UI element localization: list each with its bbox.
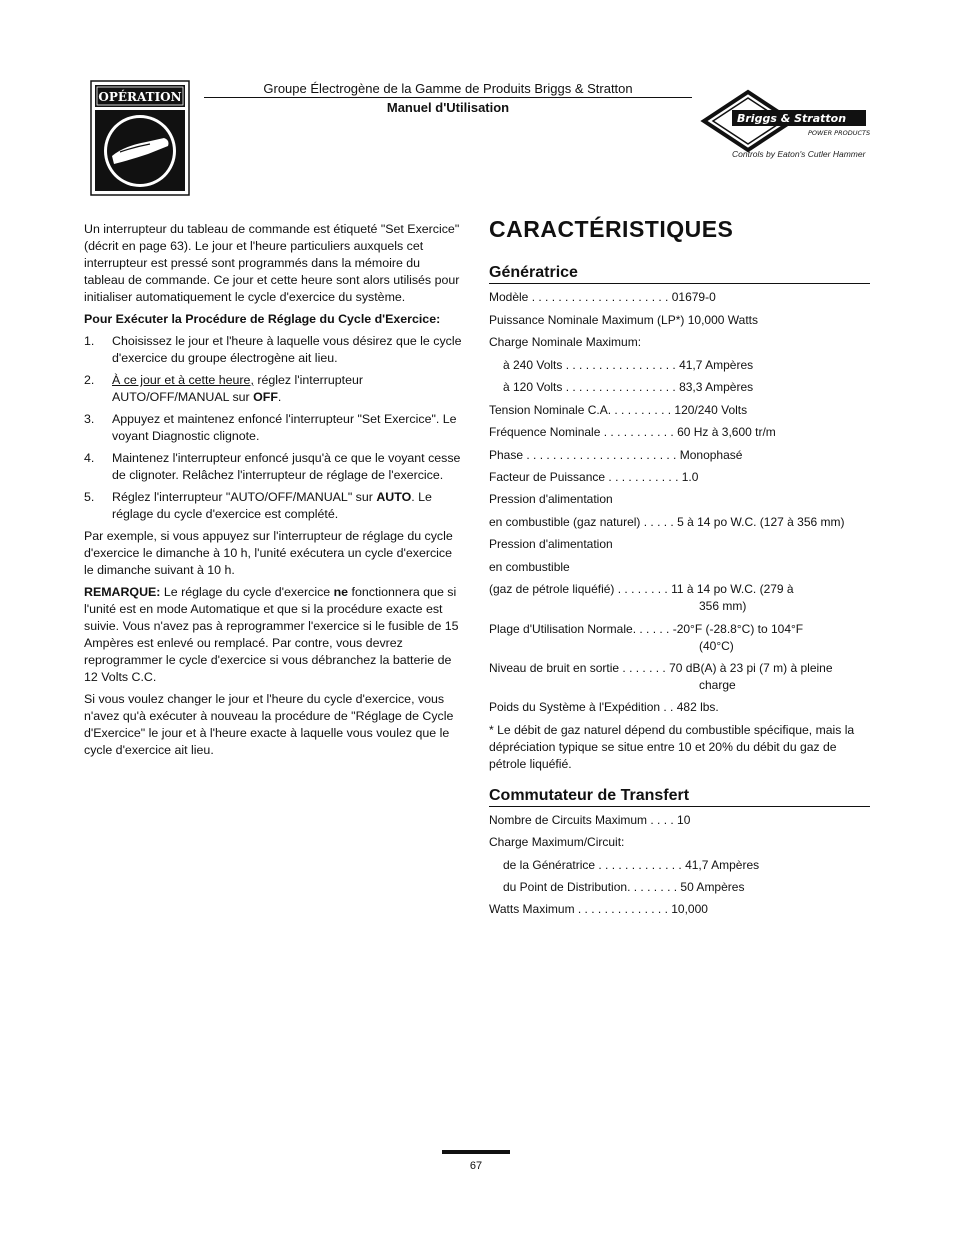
step-item	[84, 450, 464, 484]
step-text: Réglez l'interrupteur "AUTO/OFF/MANUAL" sur	[112, 490, 377, 504]
step-item	[84, 372, 464, 406]
spec-block	[489, 621, 873, 655]
document-title: Groupe Électrogène de la Gamme de Produits Briggs & Stratton	[263, 81, 633, 96]
logo-sub-text: POWER PRODUCTS	[808, 129, 870, 137]
step-bold-text: AUTO	[376, 490, 412, 504]
spec-line: Modèle . . . . . . . . . . . . . . . . . . . . . 01679-0	[489, 290, 716, 304]
spec-line: Poids du Système à l'Expédition . . 482 lbs.	[489, 700, 719, 714]
transfer-switch-heading: Commutateur de Transfert	[489, 787, 870, 807]
step-bold-text: OFF	[253, 390, 278, 404]
spec-line: en combustible (gaz naturel) . . . . . 5 à 14 po W.C. (127 à 356 mm)	[489, 515, 845, 529]
note-text: fonctionnera que si l'unité est en mode Automatique et que si la procédure exacte est suivie. Vous n'avez pas à reprogrammer l'exercice si le fusible de 15 Ampères est enlevé ou remplacé. Par contre, vous devrez reprogrammer le cycle d'exercice si vous débranchez la batterie de 12 Volts C.C.	[84, 585, 459, 684]
logo-tagline: Controls by Eaton's Cutler Hammer	[732, 149, 866, 159]
step-item	[84, 489, 464, 523]
note-label: REMARQUE:	[84, 585, 161, 599]
generator-heading: Génératrice	[489, 264, 870, 284]
step-number: 2.	[84, 373, 95, 387]
spec-block	[489, 581, 873, 615]
step-number: 4.	[84, 451, 95, 465]
spec-line: Watts Maximum . . . . . . . . . . . . . . 10,000	[489, 902, 708, 916]
operation-badge-icon	[90, 80, 190, 196]
step-tail: . Le réglage du cycle d'exercice est complété.	[112, 490, 432, 521]
header-rule	[204, 97, 692, 98]
section-title: CARACTÉRISTIQUES	[489, 216, 734, 242]
step-tail: .	[277, 390, 282, 404]
spec-line: Niveau de bruit en sortie . . . . . . . 70 dB(A) à 23 pi (7 m) à pleine	[489, 661, 833, 675]
spec-line: Pression d'alimentation	[489, 492, 613, 506]
spec-line: à 120 Volts . . . . . . . . . . . . . . . . . 83,3 Ampères	[503, 380, 754, 394]
spec-continuation: (40°C)	[699, 639, 734, 653]
closing-paragraph: Si vous voulez changer le jour et l'heure du cycle d'exercice, vous n'avez qu'à exécuter à nouveau la procédure de "Réglage de Cycle d'Exercice" le jour et à l'heure exacte à laquelle vous voulez que le cycle d'exercice ait lieu.	[84, 692, 454, 757]
spec-line: Phase . . . . . . . . . . . . . . . . . . . . . . . Monophasé	[489, 448, 743, 462]
spec-line: Plage d'Utilisation Normale. . . . . . -20°F (-28.8°C) to 104°F	[489, 622, 804, 636]
spec-line: (gaz de pétrole liquéfié) . . . . . . . . 11 à 14 po W.C. (279 à	[489, 582, 794, 596]
note-paragraph	[84, 584, 464, 686]
step-text: Maintenez l'interrupteur enfoncé jusqu'à ce que le voyant cesse de clignoter. Relâchez l'interrupteur de réglage de l'exercice.	[112, 451, 461, 482]
spec-line: de la Génératrice . . . . . . . . . . . . . 41,7 Ampères	[503, 858, 760, 872]
spec-line: Charge Maximum/Circuit:	[489, 835, 625, 849]
badge-label: OPÉRATION	[98, 90, 182, 104]
step-number: 5.	[84, 490, 95, 504]
spec-continuation: charge	[699, 678, 736, 692]
spec-continuation: 356 mm)	[699, 599, 747, 613]
step-text: Appuyez et maintenez enfoncé l'interrupteur "Set Exercice". Le voyant Diagnostic clignote.	[112, 412, 457, 443]
footer-bar	[442, 1150, 510, 1154]
note-text: Le réglage du cycle d'exercice	[160, 585, 334, 599]
spec-block	[489, 660, 873, 694]
spec-line: Tension Nominale C.A. . . . . . . . . . 120/240 Volts	[489, 403, 748, 417]
spec-line: Nombre de Circuits Maximum . . . . 10	[489, 813, 691, 827]
spec-line: en combustible	[489, 560, 570, 574]
step-text: Choisissez le jour et l'heure à laquelle vous désirez que le cycle d'exercice du groupe électrogène ait lieu.	[112, 334, 462, 365]
step-item	[84, 333, 464, 367]
left-column	[84, 221, 464, 764]
step-item	[84, 411, 464, 445]
spec-line: à 240 Volts . . . . . . . . . . . . . . . . . 41,7 Ampères	[503, 358, 754, 372]
step-number: 3.	[84, 412, 95, 426]
example-paragraph: Par exemple, si vous appuyez sur l'interrupteur de réglage du cycle d'exercice le dimanche à 10 h, l'unité exécutera un cycle d'exercice le dimanche suivant à 10 h.	[84, 529, 453, 577]
step-text: réglez l'interrupteur AUTO/OFF/MANUAL sur	[112, 373, 364, 404]
spec-line: du Point de Distribution. . . . . . . . 50 Ampères	[503, 880, 745, 894]
procedure-heading: Pour Exécuter la Procédure de Réglage du Cycle d'Exercice:	[84, 312, 441, 326]
footnote: * Le débit de gaz naturel dépend du combustible spécifique, mais la dépréciation typique se situe entre 10 et 20% du débit du gaz de pétrole liquéfié.	[489, 723, 855, 771]
spec-line: Fréquence Nominale . . . . . . . . . . . 60 Hz à 3,600 tr/m	[489, 425, 776, 439]
step-number: 1.	[84, 334, 95, 348]
spec-line: Pression d'alimentation	[489, 537, 613, 551]
spec-line: Charge Nominale Maximum:	[489, 335, 642, 349]
procedure-steps	[84, 333, 464, 523]
document-subtitle: Manuel d'Utilisation	[386, 100, 510, 115]
note-bold: ne	[333, 585, 349, 599]
page-number: 67	[469, 1160, 483, 1172]
intro-paragraph: Un interrupteur du tableau de commande est étiqueté "Set Exercice" (décrit en page 63). Le jour et l'heure particuliers auxquels cet interrupteur est pressé sont programmés dans la mémoire du tableau de commande. Ce jour et cette heure sont alors utilisés pour initialiser automatiquement le cycle d'exercice du système.	[84, 222, 460, 304]
logo-brand-text: Briggs & Stratton	[737, 112, 847, 125]
spec-line: Puissance Nominale Maximum (LP*) 10,000 Watts	[489, 313, 758, 327]
step-underlined-text: À ce jour et à cette heure,	[112, 373, 254, 387]
spec-line: Facteur de Puissance . . . . . . . . . . . 1.0	[489, 470, 699, 484]
